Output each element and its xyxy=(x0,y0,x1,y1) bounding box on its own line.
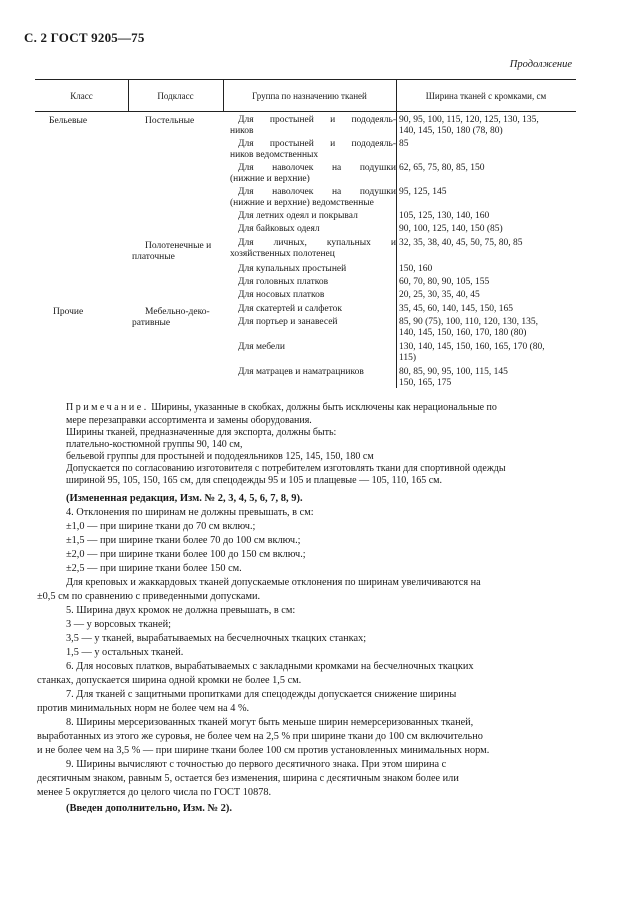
table-top-rule xyxy=(35,79,576,80)
width-row-6 xyxy=(399,224,577,235)
note-line-4: плательно-костюмной группы 90, 140 см, xyxy=(66,439,243,450)
width-text: 80, 85, 90, 95, 100, 115, 145 xyxy=(399,367,508,377)
note-line-3: Ширины тканей, предназначенные для экспорта, должны быть: xyxy=(66,427,337,438)
width-text: 115) xyxy=(399,353,417,364)
note-line-2: мере перезаправки ассортимента и замены оборудования. xyxy=(66,415,312,426)
note-label: Примечание. xyxy=(66,402,149,413)
width-row-9 xyxy=(399,277,577,288)
width-text: 95, 125, 145 xyxy=(399,187,447,197)
width-row-13 xyxy=(399,342,577,365)
header-class: Класс xyxy=(70,91,93,101)
width-text: 130, 140, 145, 150, 160, 165, 170 (80, xyxy=(399,342,545,352)
page-header: С. 2 ГОСТ 9205—75 xyxy=(24,30,145,45)
clause-4-a: ±1,0 — при ширине ткани до 70 см включ.; xyxy=(66,521,256,532)
clause-4: 4. Отклонения по ширинам не должны превышать, в см: xyxy=(66,507,314,518)
clause-9-line-3: менее 5 округляется до целого числа по ГОСТ 10878. xyxy=(37,787,272,798)
group-row-13 xyxy=(230,342,396,353)
width-column-rule xyxy=(396,111,397,388)
group-text: Для наволочек на подушки xyxy=(238,187,396,197)
width-row-3 xyxy=(399,163,577,174)
group-row-8 xyxy=(230,264,396,275)
clause-7-line-1: 7. Для тканей с защитными пропитками для спецодежды допускается снижение ширины xyxy=(66,689,457,700)
width-row-2 xyxy=(399,139,577,150)
clause-4-b: ±1,5 — при ширине ткани более 70 до 100 см включ.; xyxy=(66,535,301,546)
width-text: 20, 25, 30, 35, 40, 45 xyxy=(399,290,480,300)
clause-8-line-1: 8. Ширины мерсеризованных тканей могут быть меньше ширин немерсеризованных тканей, xyxy=(66,717,474,728)
class-bedding: Бельевые xyxy=(49,116,88,126)
group-text: Для матрацев и наматрацников xyxy=(238,367,364,377)
width-text: 105, 125, 130, 140, 160 xyxy=(399,211,490,221)
width-text: 32, 35, 38, 40, 45, 50, 75, 80, 85 xyxy=(399,238,523,248)
clause-4-d: ±2,5 — при ширине ткани более 150 см. xyxy=(66,563,242,574)
group-row-9 xyxy=(230,277,396,288)
width-row-12 xyxy=(399,317,577,340)
clause-6-line-1: 6. Для носовых платков, вырабатываемых с закладными кромками на бесчелночных ткацких xyxy=(66,661,474,672)
amendment-note-1: (Измененная редакция, Изм. № 2, 3, 4, 5, 6, 7, 8, 9). xyxy=(66,493,303,504)
group-row-3 xyxy=(230,163,396,186)
group-row-5 xyxy=(230,211,396,222)
group-text: Для носовых платков xyxy=(238,290,325,300)
class-other: Прочие xyxy=(53,307,84,317)
width-row-8 xyxy=(399,264,577,275)
clause-7-line-2: против минимальных норм не более чем на 4 %. xyxy=(37,703,250,714)
group-text: Для портьер и занавесей xyxy=(238,317,338,327)
group-text: Для скатертей и салфеток xyxy=(238,304,343,314)
clause-5: 5. Ширина двух кромок не должна превышать, в см: xyxy=(66,605,296,616)
amendment-note-2: (Введен дополнительно, Изм. № 2). xyxy=(66,803,233,814)
group-text: Для купальных простыней xyxy=(238,264,347,274)
group-text: (нижние и верхние) xyxy=(230,174,310,185)
group-text: Для мебели xyxy=(238,342,285,352)
note-line-6: Допускается по согласованию изготовителя с потребителем изготовлять ткани для спортивной одежды xyxy=(66,463,506,474)
width-text: 140, 145, 150, 180 (78, 80) xyxy=(399,126,503,137)
group-row-6 xyxy=(230,224,396,235)
width-text: 62, 65, 75, 80, 85, 150 xyxy=(399,163,485,173)
group-text: Для байковых одеял xyxy=(238,224,320,234)
width-row-4 xyxy=(399,187,577,198)
width-text: 90, 100, 125, 140, 150 (85) xyxy=(399,224,503,234)
width-text: 140, 145, 150, 160, 170, 180 (80) xyxy=(399,328,527,339)
group-row-12 xyxy=(230,317,396,328)
width-text: 150, 160 xyxy=(399,264,433,274)
subclass-towel-1: Полотенечные и xyxy=(145,241,212,251)
width-row-1 xyxy=(399,115,577,138)
width-text: 150, 165, 175 xyxy=(399,378,452,389)
group-text: Для наволочек на подушки xyxy=(238,163,396,173)
group-row-10 xyxy=(230,290,396,301)
group-row-11 xyxy=(230,304,396,315)
header-subclass: Подкласс xyxy=(157,91,194,101)
clause-5-b: 3,5 — у тканей, вырабатываемых на бесчелночных ткацких станках; xyxy=(66,633,367,644)
clause-6-line-2: станках, допускается ширина одной кромки не более 1,5 см. xyxy=(37,675,302,686)
group-row-2 xyxy=(230,139,396,162)
width-text: 35, 45, 60, 140, 145, 150, 165 xyxy=(399,304,513,314)
width-row-7 xyxy=(399,238,577,249)
subclass-furniture-2: ративные xyxy=(132,318,171,328)
subclass-bed: Постельные xyxy=(145,116,195,126)
clause-4-e2: ±0,5 см по сравнению с приведенными допусками. xyxy=(37,591,261,602)
group-text: (нижние и верхние) ведомственные xyxy=(230,198,374,209)
group-text: ников xyxy=(230,126,254,137)
width-text: 90, 95, 100, 115, 120, 125, 130, 135, xyxy=(399,115,539,125)
group-text: хозяйственных полотенец xyxy=(230,249,335,260)
width-row-10 xyxy=(399,290,577,301)
header-group: Группа по назначению тканей xyxy=(252,91,367,101)
note-line-7: шириной 95, 105, 150, 165 см, для спецодежды 95 и 105 и плащевые — 105, 110, 165 см. xyxy=(66,475,442,486)
clause-8-line-3: и не более чем на 3,5 % — при ширине ткани более 100 см против установленных минимальных норм. xyxy=(37,745,490,756)
clause-5-a: 3 — у ворсовых тканей; xyxy=(66,619,171,630)
subclass-furniture-1: Мебельно-деко- xyxy=(145,307,210,317)
clause-9-line-2: десятичным знаком, равным 5, остается без изменения, ширина с десятичным знаком более или xyxy=(37,773,459,784)
group-row-1 xyxy=(230,115,396,138)
group-row-14 xyxy=(230,367,396,378)
note-text: Ширины, указанные в скобках, должны быть исключены как нерациональные по xyxy=(151,402,497,413)
width-text: 85 xyxy=(399,139,409,149)
clause-4-e1: Для креповых и жаккардовых тканей допускаемые отклонения по ширинам увеличиваются на xyxy=(66,577,481,588)
group-text: Для летних одеял и покрывал xyxy=(238,211,358,221)
table-header-rule xyxy=(35,111,576,112)
width-row-11 xyxy=(399,304,577,315)
group-text: Для простыней и пододеяль- xyxy=(238,115,396,125)
header-width: Ширина тканей с кромками, см xyxy=(425,91,547,101)
group-text: Для простыней и пододеяль- xyxy=(238,139,396,149)
subclass-towel-2: платочные xyxy=(132,252,175,262)
clause-9-line-1: 9. Ширины вычисляют с точностью до первого десятичного знака. При этом ширина с xyxy=(66,759,447,770)
group-row-4 xyxy=(230,187,396,210)
clause-4-c: ±2,0 — при ширине ткани более 100 до 150 см включ.; xyxy=(66,549,306,560)
group-row-7 xyxy=(230,238,396,261)
group-text: ников ведомственных xyxy=(230,150,319,161)
group-text: Для головных платков xyxy=(238,277,329,287)
continued-label: Продолжение xyxy=(509,59,572,70)
width-text: 60, 70, 80, 90, 105, 155 xyxy=(399,277,490,287)
width-row-14 xyxy=(399,367,577,390)
width-text: 85, 90 (75), 100, 110, 120, 130, 135, xyxy=(399,317,538,327)
group-text: Для личных, купальных и xyxy=(238,238,396,248)
clause-5-c: 1,5 — у остальных тканей. xyxy=(66,647,184,658)
width-row-5 xyxy=(399,211,577,222)
note-line-5: бельевой группы для простыней и пододеяльников 125, 145, 150, 180 см xyxy=(66,451,374,462)
clause-8-line-2: выработанных из этого же суровья, не более чем на 2,5 % при ширине ткани до 100 см включительно xyxy=(37,731,483,742)
note-line-1 xyxy=(66,402,576,414)
